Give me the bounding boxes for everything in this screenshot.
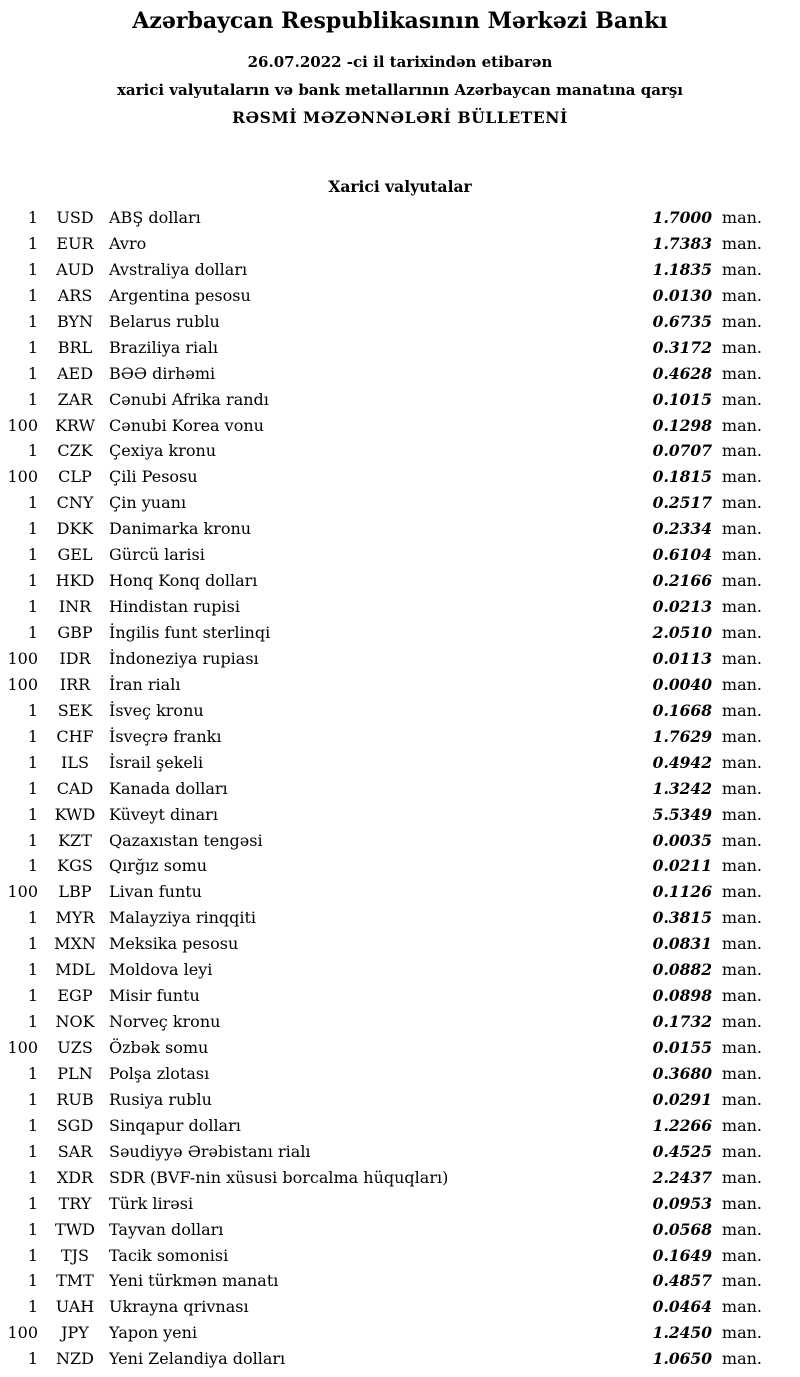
currency-row — [0, 205, 762, 231]
rate-unit: man. — [721, 700, 762, 720]
rate-unit: man. — [721, 1297, 762, 1317]
currency-name: Cənubi Afrika randı — [109, 389, 269, 409]
currency-code: GBP — [57, 623, 93, 642]
currency-name: Misir funtu — [109, 986, 200, 1006]
rate-unit: man. — [721, 519, 762, 539]
currency-code: KGS — [57, 856, 93, 876]
quantity: 1 — [27, 363, 38, 383]
currency-code: SGD — [56, 1115, 94, 1135]
quantity: 100 — [7, 1038, 38, 1057]
quantity: 1 — [27, 1219, 38, 1239]
rate-unit: man. — [721, 1245, 762, 1265]
currency-row — [0, 335, 762, 361]
quantity: 1 — [27, 571, 38, 591]
currency-code: RUB — [56, 1089, 94, 1109]
currency-code: TWD — [55, 1219, 95, 1239]
rate-unit: man. — [721, 960, 762, 980]
currency-row — [0, 568, 762, 594]
currency-code: AED — [56, 363, 94, 383]
quantity: 1 — [27, 804, 38, 824]
currency-code: MYR — [55, 908, 95, 928]
quantity: 1 — [27, 311, 38, 331]
currency-code: KZT — [58, 830, 92, 850]
rate-unit: man. — [721, 1193, 762, 1213]
currency-name: Avstraliya dolları — [109, 259, 248, 279]
rate-unit: man. — [721, 623, 762, 642]
rate-unit: man. — [721, 856, 762, 876]
rate-value: 1.0650 — [652, 1349, 712, 1369]
currency-name: Meksika pesosu — [109, 934, 239, 954]
quantity: 1 — [27, 856, 38, 876]
bulletin-title: RƏSMİ MƏZƏNNƏLƏRİ BÜLLETENİ — [232, 108, 568, 127]
rate-value: 0.3172 — [652, 337, 712, 357]
rate-value: 1.3242 — [652, 778, 712, 798]
currency-row — [0, 1139, 762, 1165]
rate-value: 0.2334 — [652, 519, 712, 539]
currency-name: İsveçrə frankı — [109, 726, 222, 746]
currency-code: CNY — [56, 493, 94, 513]
currency-code: USD — [56, 208, 94, 227]
currency-name: İsveç kronu — [109, 700, 204, 720]
currency-row — [0, 931, 762, 957]
rate-value: 0.3815 — [652, 908, 712, 928]
currency-row — [0, 231, 762, 257]
quantity: 1 — [27, 233, 38, 253]
rate-unit: man. — [721, 1063, 762, 1083]
rate-unit: man. — [721, 415, 762, 435]
currency-row — [0, 413, 762, 439]
currency-code: MDL — [55, 960, 95, 980]
rate-unit: man. — [721, 882, 762, 902]
currency-name: Küveyt dinarı — [109, 804, 218, 824]
currency-code: IDR — [59, 648, 91, 668]
currency-row — [0, 1035, 762, 1061]
quantity: 1 — [27, 597, 38, 617]
currency-name: Hindistan rupisi — [109, 597, 240, 617]
currency-row — [0, 828, 762, 854]
quantity: 1 — [27, 1012, 38, 1032]
rate-unit: man. — [721, 208, 762, 227]
currency-row — [0, 1087, 762, 1113]
currency-table — [0, 205, 800, 1372]
rate-value: 0.1126 — [652, 882, 712, 902]
effective-date-line: 26.07.2022 -ci il tarixindən etibarən — [247, 53, 553, 71]
rate-value: 0.4628 — [652, 363, 712, 383]
rate-unit: man. — [721, 1012, 762, 1032]
quantity: 100 — [7, 648, 38, 668]
currency-name: Qırğız somu — [109, 856, 208, 876]
currency-name: Gürcü larisi — [109, 545, 205, 565]
rate-value: 0.0040 — [652, 674, 712, 694]
currency-row — [0, 1268, 762, 1294]
rate-unit: man. — [721, 1219, 762, 1239]
currency-code: TJS — [60, 1245, 90, 1265]
currency-name: Argentina pesosu — [109, 285, 251, 305]
quantity: 100 — [7, 674, 38, 694]
currency-code: ILS — [61, 752, 89, 772]
rate-value: 0.0568 — [652, 1219, 712, 1239]
currency-row — [0, 309, 762, 335]
rate-unit: man. — [721, 1167, 762, 1187]
quantity: 1 — [27, 545, 38, 565]
rate-value: 1.2450 — [652, 1323, 712, 1343]
rate-unit: man. — [721, 1038, 762, 1057]
rate-unit: man. — [721, 467, 762, 487]
rate-value: 0.2166 — [652, 571, 712, 591]
rate-unit: man. — [721, 674, 762, 694]
quantity: 1 — [27, 1349, 38, 1369]
quantity: 1 — [27, 700, 38, 720]
quantity: 100 — [7, 467, 38, 487]
rate-value: 0.0155 — [652, 1038, 712, 1057]
currency-name: Çexiya kronu — [109, 441, 217, 461]
rate-value: 0.1649 — [652, 1245, 712, 1265]
rate-value: 0.6104 — [652, 545, 712, 565]
currency-name: İran rialı — [109, 674, 181, 694]
currency-name: Qazaxıstan tengəsi — [109, 830, 263, 850]
rate-value: 0.0898 — [652, 986, 712, 1006]
currency-row — [0, 1217, 762, 1243]
currency-code: PLN — [57, 1063, 93, 1083]
rate-value: 1.7000 — [652, 208, 712, 227]
quantity: 1 — [27, 519, 38, 539]
currency-code: HKD — [55, 571, 95, 591]
quantity: 1 — [27, 960, 38, 980]
currency-code: INR — [58, 597, 92, 617]
currency-code: KWD — [54, 804, 96, 824]
currency-code: TMT — [56, 1271, 94, 1291]
rate-value: 0.0113 — [652, 648, 712, 668]
rate-unit: man. — [721, 934, 762, 954]
currency-row — [0, 1346, 762, 1372]
currency-row — [0, 1165, 762, 1191]
currency-name: Livan funtu — [109, 882, 202, 902]
rate-value: 0.0211 — [652, 856, 712, 876]
quantity: 1 — [27, 752, 38, 772]
currency-name: Türk lirəsi — [109, 1193, 194, 1213]
currency-code: BYN — [56, 311, 94, 331]
quantity: 1 — [27, 623, 38, 642]
currency-row — [0, 905, 762, 931]
currency-code: ZAR — [57, 389, 93, 409]
rate-value: 1.2266 — [652, 1115, 712, 1135]
quantity: 1 — [27, 1297, 38, 1317]
currency-code: EUR — [56, 233, 94, 253]
currency-name: Avro — [109, 233, 147, 253]
currency-row — [0, 672, 762, 698]
subject-line: xarici valyutaların və bank metallarının Azərbaycan manatına qarşı — [116, 81, 684, 99]
rate-value: 0.0213 — [652, 597, 712, 617]
rate-unit: man. — [721, 571, 762, 591]
currency-row — [0, 490, 762, 516]
rate-value: 0.0291 — [652, 1089, 712, 1109]
currency-code: LBP — [58, 882, 92, 902]
rate-unit: man. — [721, 804, 762, 824]
currency-row — [0, 776, 762, 802]
currency-name: Moldova leyi — [109, 960, 213, 980]
quantity: 1 — [27, 830, 38, 850]
currency-name: Cənubi Korea vonu — [109, 415, 264, 435]
rate-value: 0.3680 — [652, 1063, 712, 1083]
rate-unit: man. — [721, 545, 762, 565]
rate-value: 0.2517 — [652, 493, 712, 513]
currency-name: ABŞ dolları — [109, 208, 201, 227]
rate-value: 0.1815 — [652, 467, 712, 487]
currency-row — [0, 257, 762, 283]
currency-code: CAD — [56, 778, 94, 798]
rate-unit: man. — [721, 233, 762, 253]
rate-value: 5.5349 — [652, 804, 712, 824]
rate-unit: man. — [721, 648, 762, 668]
currency-name: İndoneziya rupiası — [109, 648, 259, 668]
currency-row — [0, 438, 762, 464]
rate-value: 0.4942 — [652, 752, 712, 772]
currency-code: BRL — [57, 337, 93, 357]
currency-name: Tacik somonisi — [109, 1245, 229, 1265]
quantity: 100 — [7, 415, 38, 435]
quantity: 1 — [27, 986, 38, 1006]
rate-unit: man. — [721, 311, 762, 331]
rate-value: 0.1732 — [652, 1012, 712, 1032]
currency-code: CHF — [56, 726, 94, 746]
currency-row — [0, 620, 762, 646]
rate-value: 0.6735 — [652, 311, 712, 331]
rate-value: 0.4525 — [652, 1141, 712, 1161]
currency-code: JPY — [61, 1323, 89, 1343]
currency-name: Danimarka kronu — [109, 519, 252, 539]
rate-value: 1.7629 — [652, 726, 712, 746]
currency-code: SAR — [57, 1141, 93, 1161]
rate-value: 0.0464 — [652, 1297, 712, 1317]
currency-code: ARS — [57, 285, 93, 305]
currency-code: NOK — [55, 1012, 95, 1032]
rate-value: 1.7383 — [652, 233, 712, 253]
rate-value: 0.0882 — [652, 960, 712, 980]
quantity: 1 — [27, 1089, 38, 1109]
rate-unit: man. — [721, 752, 762, 772]
quantity: 1 — [27, 1193, 38, 1213]
currency-code: AUD — [56, 259, 94, 279]
quantity: 1 — [27, 285, 38, 305]
currency-row — [0, 646, 762, 672]
currency-code: EGP — [57, 986, 93, 1006]
quantity: 1 — [27, 726, 38, 746]
rate-value: 0.0953 — [652, 1193, 712, 1213]
rate-value: 0.1015 — [652, 389, 712, 409]
bulletin-header — [0, 6, 800, 132]
currency-row — [0, 853, 762, 879]
rate-value: 0.1298 — [652, 415, 712, 435]
currency-name: Sinqapur dolları — [109, 1115, 241, 1135]
currency-row — [0, 1320, 762, 1346]
currency-code: KRW — [54, 415, 96, 435]
rate-unit: man. — [721, 830, 762, 850]
quantity: 1 — [27, 208, 38, 227]
currency-name: Yeni Zelandiya dolları — [109, 1349, 286, 1369]
currency-row — [0, 464, 762, 490]
rate-value: 0.0035 — [652, 830, 712, 850]
currency-name: Polşa zlotası — [109, 1063, 210, 1083]
currency-name: Belarus rublu — [109, 311, 220, 331]
rate-value: 0.0831 — [652, 934, 712, 954]
currency-row — [0, 750, 762, 776]
quantity: 1 — [27, 259, 38, 279]
currency-row — [0, 983, 762, 1009]
currency-row — [0, 957, 762, 983]
currency-code: CZK — [57, 441, 93, 461]
bank-title: Azərbaycan Respublikasının Mərkəzi Bankı — [132, 8, 668, 34]
currency-code: UZS — [57, 1038, 93, 1057]
rate-unit: man. — [721, 597, 762, 617]
quantity: 1 — [27, 778, 38, 798]
currency-name: Yapon yeni — [109, 1323, 198, 1343]
currency-row — [0, 516, 762, 542]
currency-row — [0, 1294, 762, 1320]
currency-row — [0, 283, 762, 309]
currency-row — [0, 594, 762, 620]
currency-name: SDR (BVF-nin xüsusi borcalma hüquqları) — [109, 1167, 449, 1187]
currency-name: Rusiya rublu — [109, 1089, 212, 1109]
currency-name: Çili Pesosu — [109, 467, 198, 487]
currency-row — [0, 1243, 762, 1269]
rate-unit: man. — [721, 1141, 762, 1161]
rate-value: 0.1668 — [652, 700, 712, 720]
currency-name: Səudiyyə Ərəbistanı rialı — [109, 1141, 311, 1161]
rate-unit: man. — [721, 1115, 762, 1135]
rate-unit: man. — [721, 259, 762, 279]
rate-unit: man. — [721, 778, 762, 798]
currency-row — [0, 1113, 762, 1139]
rate-unit: man. — [721, 493, 762, 513]
currency-row — [0, 1191, 762, 1217]
rate-unit: man. — [721, 363, 762, 383]
currency-row — [0, 802, 762, 828]
quantity: 1 — [27, 441, 38, 461]
currency-row — [0, 361, 762, 387]
currency-row — [0, 698, 762, 724]
rate-value: 2.0510 — [652, 623, 712, 642]
rate-unit: man. — [721, 1089, 762, 1109]
currency-row — [0, 879, 762, 905]
rate-unit: man. — [721, 986, 762, 1006]
quantity: 1 — [27, 1167, 38, 1187]
currency-name: BƏƏ dirhəmi — [109, 363, 216, 383]
currency-name: Honq Konq dolları — [109, 571, 258, 591]
currency-name: Tayvan dolları — [109, 1219, 224, 1239]
currency-name: Norveç kronu — [109, 1012, 221, 1032]
quantity: 100 — [7, 882, 38, 902]
currency-code: NZD — [56, 1349, 94, 1369]
currency-name: İngilis funt sterlinqi — [109, 623, 271, 642]
quantity: 1 — [27, 908, 38, 928]
rate-unit: man. — [721, 337, 762, 357]
rate-value: 0.0707 — [652, 441, 712, 461]
currency-row — [0, 387, 762, 413]
currency-name: Ukrayna qrivnası — [109, 1297, 249, 1317]
quantity: 1 — [27, 1063, 38, 1083]
currency-name: Çin yuanı — [109, 493, 187, 513]
section-title: Xarici valyutalar — [328, 177, 472, 196]
rate-unit: man. — [721, 389, 762, 409]
currency-code: UAH — [55, 1297, 95, 1317]
quantity: 1 — [27, 389, 38, 409]
currency-name: İsrail şekeli — [109, 752, 204, 772]
quantity: 1 — [27, 1271, 38, 1291]
currency-code: GEL — [57, 545, 93, 565]
currency-row — [0, 1009, 762, 1035]
quantity: 1 — [27, 493, 38, 513]
rate-value: 2.2437 — [652, 1167, 712, 1187]
currency-name: Braziliya rialı — [109, 337, 218, 357]
quantity: 1 — [27, 1115, 38, 1135]
quantity: 1 — [27, 337, 38, 357]
currency-code: MXN — [54, 934, 96, 954]
rate-unit: man. — [721, 908, 762, 928]
currency-row — [0, 542, 762, 568]
rate-value: 0.4857 — [652, 1271, 712, 1291]
currency-code: SEK — [57, 700, 93, 720]
currency-code: CLP — [58, 467, 92, 487]
rate-value: 0.0130 — [652, 285, 712, 305]
currency-code: TRY — [58, 1193, 92, 1213]
currency-code: DKK — [56, 519, 94, 539]
rate-unit: man. — [721, 285, 762, 305]
quantity: 1 — [27, 934, 38, 954]
quantity: 100 — [7, 1323, 38, 1343]
currency-row — [0, 724, 762, 750]
rate-unit: man. — [721, 441, 762, 461]
rate-unit: man. — [721, 726, 762, 746]
currency-row — [0, 1061, 762, 1087]
rate-value: 1.1835 — [652, 259, 712, 279]
currency-name: Malayziya rinqqiti — [109, 908, 257, 928]
rate-unit: man. — [721, 1271, 762, 1291]
currency-code: XDR — [56, 1167, 94, 1187]
rate-unit: man. — [721, 1349, 762, 1369]
rate-unit: man. — [721, 1323, 762, 1343]
quantity: 1 — [27, 1141, 38, 1161]
currency-code: IRR — [59, 674, 91, 694]
currency-name: Yeni türkmən manatı — [109, 1271, 279, 1291]
quantity: 1 — [27, 1245, 38, 1265]
currency-name: Özbək somu — [109, 1038, 209, 1057]
currency-name: Kanada dolları — [109, 778, 228, 798]
